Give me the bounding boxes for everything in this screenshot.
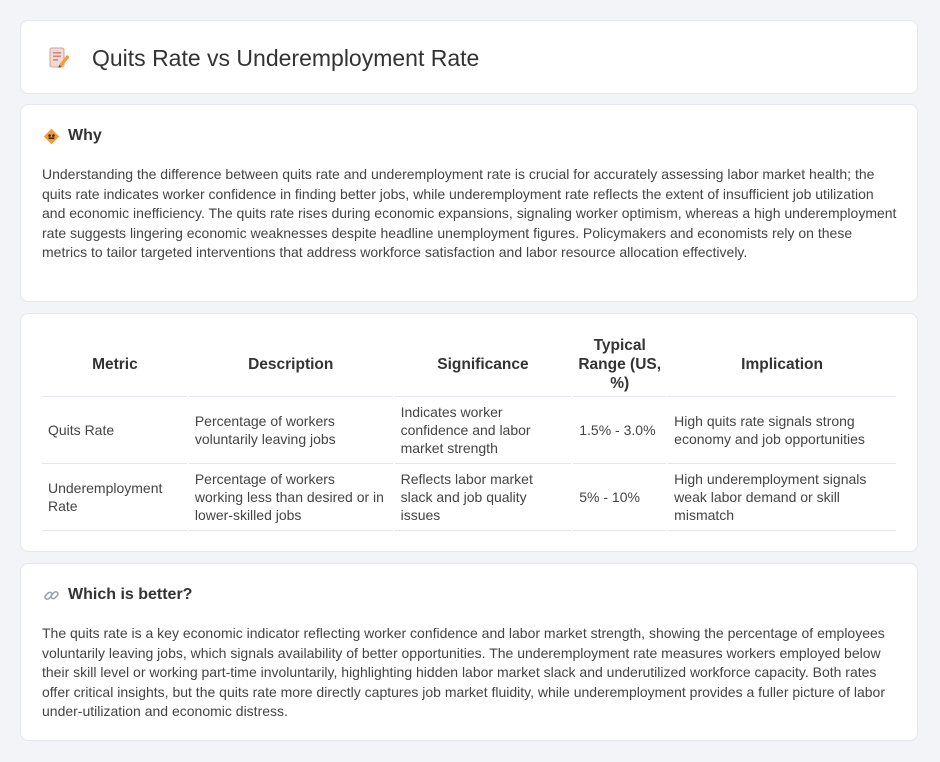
table-row (42, 397, 897, 464)
table-cell: Underemployment Rate (42, 464, 188, 531)
page-title: Quits Rate vs Underemployment Rate (92, 44, 480, 71)
table-cell: High underemployment signals weak labor demand or skill mismatch (667, 464, 897, 531)
column-header-typical-range: Typical Range (US, %) (572, 332, 667, 397)
column-header-implication: Implication (667, 332, 897, 397)
why-heading-row (43, 127, 102, 145)
table-cell: 1.5% - 3.0% (572, 397, 667, 464)
why-text: Understanding the difference between quits rate and underemployment rate is crucial for accurately assessing labor market health; the quits rate indicates worker confidence in finding better jobs, while underemployment rate reflects the extent of insufficient job utilization and economic inefficiency. The quits rate rises during economic expansions, signaling worker optimism, whereas a high underemployment rate suggests lingering economic weaknesses despite headline unemployment figures. Policymakers and economists rely on these metrics to tailor targeted interventions that address workforce satisfaction and labor resource allocation effectively. (42, 166, 897, 260)
table-cell: Percentage of workers voluntarily leaving jobs (188, 397, 394, 464)
diamond-sign-icon (43, 128, 60, 145)
comparison-table (42, 332, 898, 531)
better-text: The quits rate is a key economic indicator reflecting worker confidence and labor market strength, showing the percentage of employees voluntarily leaving jobs, which signals availability of better opportunities. The underemployment rate measures workers employed below their skill level or working part-time involuntarily, highlighting hidden labor market slack and underutilized workforce capacity. Both rates offer critical insights, but the quits rate more directly captures job market fluidity, while underemployment provides a fuller picture of labor under-utilization and economic distress. (42, 625, 885, 719)
link-icon (43, 587, 60, 604)
table-cell: Percentage of workers working less than desired or in lower-skilled jobs (188, 464, 394, 531)
column-header-metric: Metric (42, 332, 188, 397)
table-card (20, 313, 918, 552)
title-card (20, 20, 918, 94)
better-heading-row (43, 586, 192, 604)
table-cell: Quits Rate (42, 397, 188, 464)
table-cell: High quits rate signals strong economy and job opportunities (667, 397, 897, 464)
better-heading: Which is better? (68, 586, 193, 603)
table-row (42, 464, 897, 531)
column-header-significance: Significance (394, 332, 573, 397)
title-row (47, 21, 479, 95)
table-cell: Reflects labor market slack and job quality issues (394, 464, 573, 531)
why-heading: Why (68, 127, 102, 144)
table-cell: Indicates worker confidence and labor market strength (394, 397, 573, 464)
why-card (20, 104, 918, 302)
document-pen-icon (47, 46, 71, 70)
better-card (20, 563, 918, 741)
table-header-row (42, 332, 897, 397)
column-header-description: Description (188, 332, 394, 397)
table-cell: 5% - 10% (572, 464, 667, 531)
